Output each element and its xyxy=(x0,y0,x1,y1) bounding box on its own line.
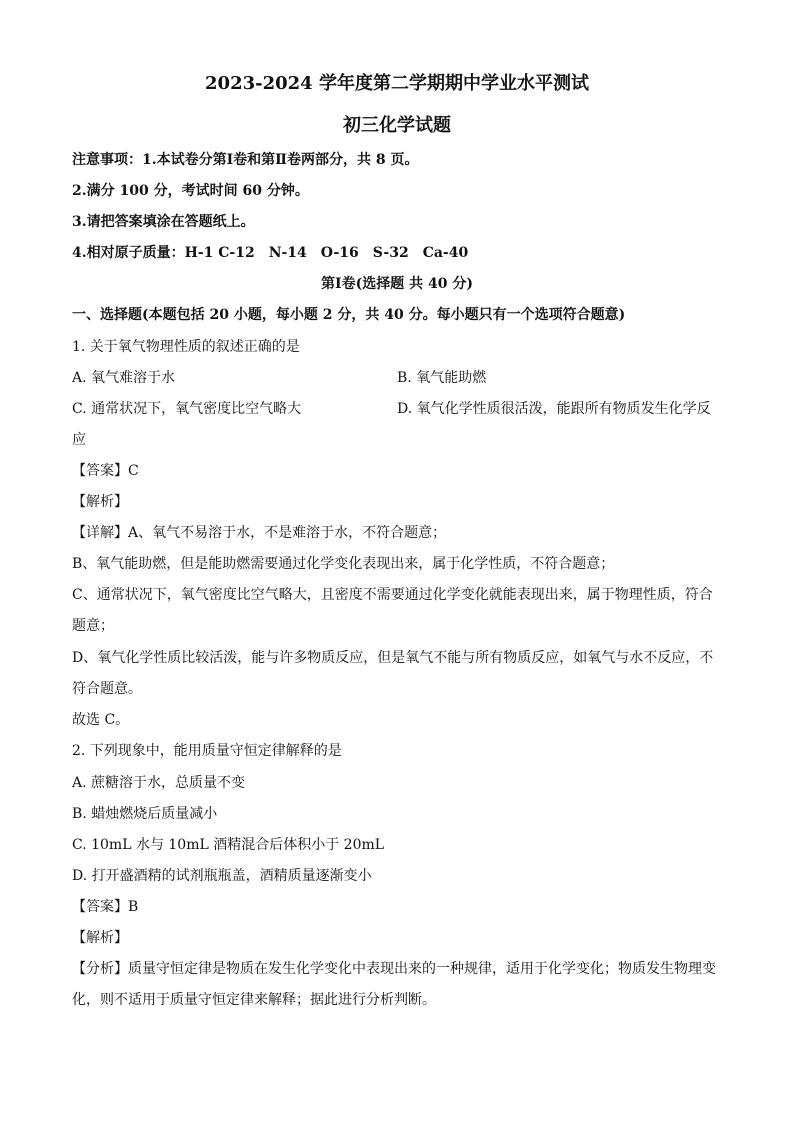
q2-stem: 2. 下列现象中，能用质量守恒定律解释的是 xyxy=(72,743,342,759)
q1-option-b: B. 氧气能助燃 xyxy=(397,370,487,386)
q2-option-d: D. 打开盛酒精的试剂瓶瓶盖，酒精质量逐渐变小 xyxy=(72,868,372,884)
q1-detail-line-5: D、氧气化学性质比较活泼，能与许多物质反应，但是氧气不能与所有物质反应，如氧气与水不反应，不 xyxy=(72,650,714,666)
q2-option-a: A. 蔗糖溶于水，总质量不变 xyxy=(72,775,246,791)
q1-option-a: A. 氧气难溶于水 xyxy=(72,370,176,386)
notice-line-3: 3.请把答案填涂在答题纸上。 xyxy=(72,214,255,230)
q2-option-c: C. 10mL 水与 10mL 酒精混合后体积小于 20mL xyxy=(72,837,385,853)
exam-title: 2023-2024 学年度第二学期期中学业水平测试 xyxy=(205,73,589,94)
q1-detail-line-2: B、氧气能助燃，但是能助燃需要通过化学变化表现出来，属于化学性质，不符合题意； xyxy=(72,556,615,572)
q1-option-d: D. 氧气化学性质很活泼，能跟所有物质发生化学反 xyxy=(397,401,711,417)
q1-option-d-continued: 应 xyxy=(72,432,86,448)
q1-detail-line-6: 符合题意。 xyxy=(72,681,142,697)
notice-line-4: 4.相对原子质量：H-1 C-12 N-14 O-16 S-32 Ca-40 xyxy=(72,245,469,261)
q2-analysis-label: 【解析】 xyxy=(72,930,128,946)
q1-detail-line-3: C、通常状况下，氧气密度比空气略大，且密度不需要通过化学变化就能表现出来，属于物理性质，符合 xyxy=(72,587,713,603)
q1-analysis-label: 【解析】 xyxy=(72,494,128,510)
notice-line-1: 注意事项：1.本试卷分第Ⅰ卷和第Ⅱ卷两部分，共 8 页。 xyxy=(72,152,419,168)
q2-answer: 【答案】B xyxy=(72,899,139,915)
q1-detail-line-1: 【详解】A、氧气不易溶于水，不是难溶于水，不符合题意； xyxy=(72,525,447,541)
q2-detail-line-1: 【分析】质量守恒定律是物质在发生化学变化中表现出来的一种规律，适用于化学变化；物质发生物理变 xyxy=(72,961,716,977)
q2-option-b: B. 蜡烛燃烧后质量减小 xyxy=(72,806,218,822)
q1-stem: 1. 关于氧气物理性质的叙述正确的是 xyxy=(72,339,300,355)
part-heading: 一、选择题(本题包括 20 小题，每小题 2 分，共 40 分。每小题只有一个选项符合题意) xyxy=(72,307,626,323)
section-title: 第Ⅰ卷(选择题 共 40 分) xyxy=(321,276,473,292)
q1-option-c: C. 通常状况下，氧气密度比空气略大 xyxy=(72,401,302,417)
notice-line-2: 2.满分 100 分，考试时间 60 分钟。 xyxy=(72,183,309,199)
q1-answer: 【答案】C xyxy=(72,463,139,479)
exam-subtitle: 初三化学试题 xyxy=(343,115,451,136)
q1-detail-line-4: 题意； xyxy=(72,618,114,634)
q1-detail-line-7: 故选 C。 xyxy=(72,712,130,728)
q2-detail-line-2: 化，则不适用于质量守恒定律来解释；据此进行分析判断。 xyxy=(72,992,436,1008)
